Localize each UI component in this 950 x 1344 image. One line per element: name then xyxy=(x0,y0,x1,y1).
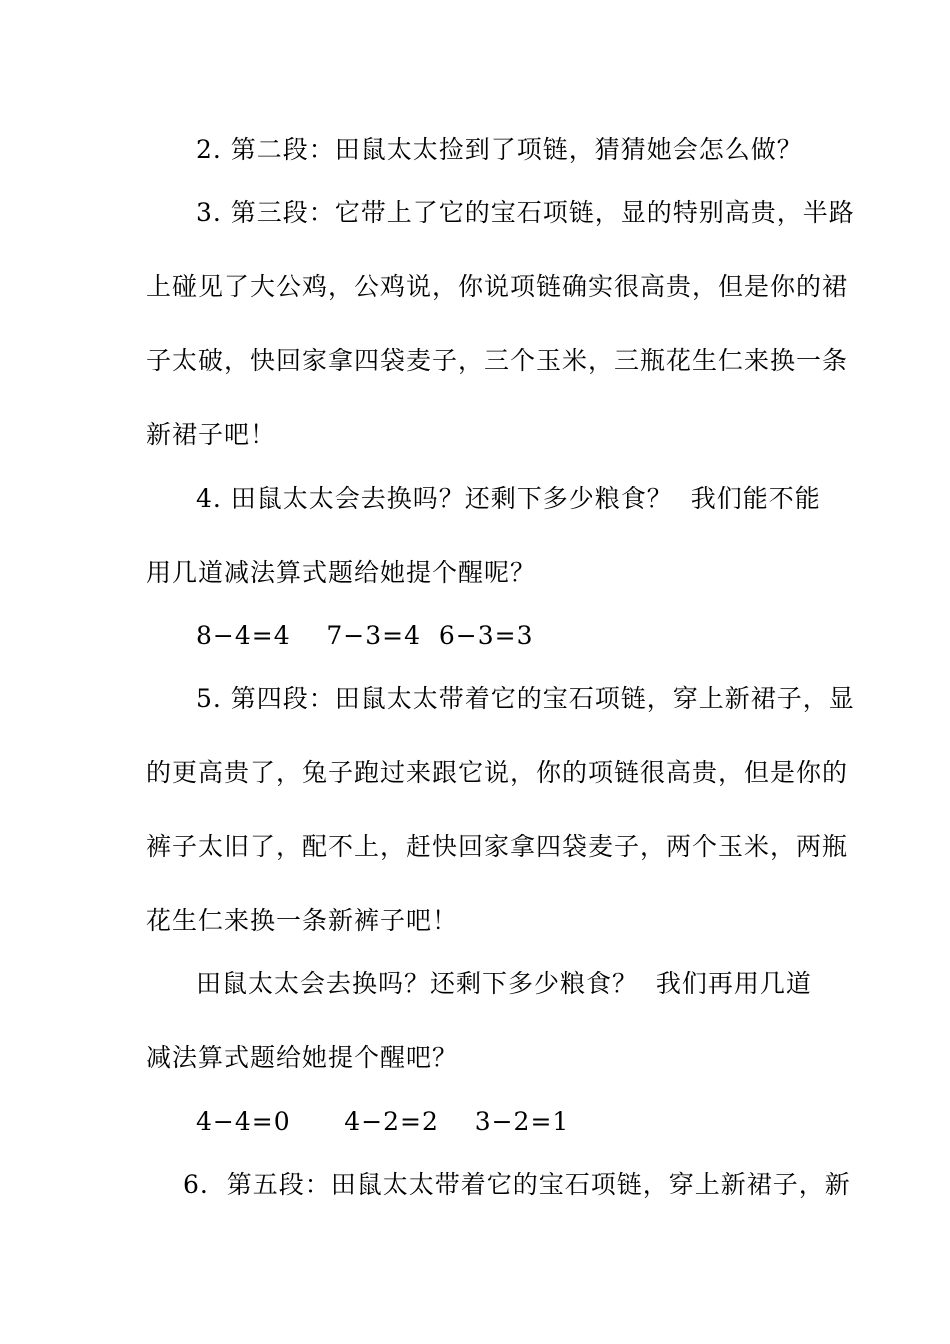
paragraph-line-12: 田鼠太太会去换吗？还剩下多少粮食？ 我们再用几道 xyxy=(196,969,812,998)
equation-line-1: 8−4=4 7−3=4 6−3=3 xyxy=(196,621,534,650)
paragraph-line-14: 6. 第五段：田鼠太太带着它的宝石项链，穿上新裙子，新 xyxy=(183,1170,851,1199)
paragraph-line-8: 5. 第四段：田鼠太太带着它的宝石项链，穿上新裙子，显 xyxy=(196,684,855,713)
paragraph-line-11: 花生仁来换一条新裤子吧！ xyxy=(146,906,459,935)
paragraph-line-5: 新裙子吧！ xyxy=(146,420,277,449)
paragraph-line-6: 4. 田鼠太太会去换吗？还剩下多少粮食？ 我们能不能 xyxy=(196,484,821,513)
paragraph-line-7: 用几道减法算式题给她提个醒呢？ xyxy=(146,558,537,587)
paragraph-line-9: 的更高贵了，兔子跑过来跟它说，你的项链很高贵，但是你的 xyxy=(146,758,849,787)
paragraph-line-3: 上碰见了大公鸡，公鸡说，你说项链确实很高贵，但是你的裙 xyxy=(146,272,849,301)
paragraph-line-10: 裤子太旧了，配不上，赶快回家拿四袋麦子，两个玉米，两瓶 xyxy=(146,832,849,861)
paragraph-line-13: 减法算式题给她提个醒吧？ xyxy=(146,1043,459,1072)
paragraph-line-4: 子太破，快回家拿四袋麦子，三个玉米，三瓶花生仁来换一条 xyxy=(146,346,849,375)
equation-line-2: 4−4=0 4−2=2 3−2=1 xyxy=(196,1107,570,1136)
paragraph-line-1: 2. 第二段：田鼠太太捡到了项链，猜猜她会怎么做？ xyxy=(196,135,803,164)
paragraph-line-2: 3. 第三段：它带上了它的宝石项链，显的特别高贵，半路 xyxy=(196,198,855,227)
